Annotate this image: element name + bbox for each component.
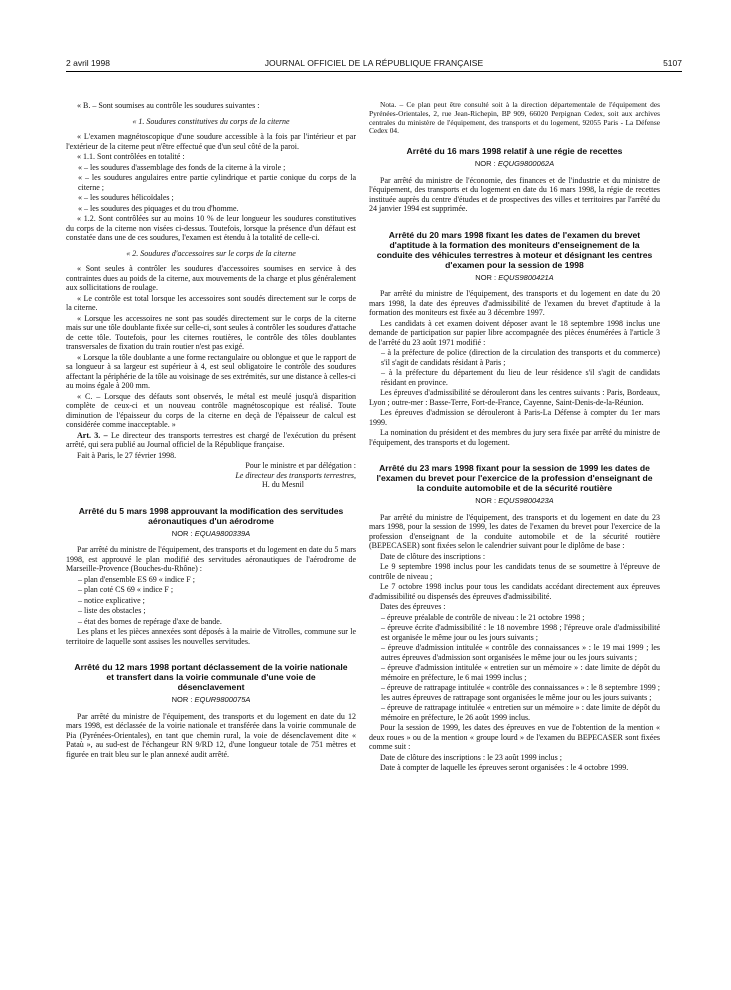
list-item: – liste des obstacles ; bbox=[78, 606, 146, 615]
nor-reference bbox=[369, 496, 660, 506]
paragraph: « B. – Sont soumises au contrôle les soudures suivantes : bbox=[77, 101, 260, 110]
paragraph: La nomination du président et des membres du jury sera fixée par arrêté du ministre de l'équipement, des transports et du logement. bbox=[369, 428, 660, 447]
paragraph: « C. – Lorsque des défauts sont observés, le métal est meulé jusqu'à disparition complète de ceux-ci et un nouveau contrôle magnétoscopique est réalisé. Toute diminution de l'épaisseur du corps de la citerne en deçà de l'épaisseur de calcul est considérée comme inacceptable. » bbox=[66, 391, 356, 429]
list-item: – épreuve écrite d'admissibilité : le 18 novembre 1998 ; l'épreuve orale d'admissibilité est organisée le même jour ou les jours suivants ; bbox=[381, 623, 660, 642]
list-item: – épreuve d'admission intitulée « contrôle des connaissances » : le 19 mai 1999 ; les autres épreuves d'admission sont organisées le même jour ou les jours suivants ; bbox=[381, 643, 660, 662]
nor-code: EQUR9800075A bbox=[194, 695, 251, 704]
article-text: Le directeur des transports terrestres est chargé de l'exécution du présent arrêté, qui sera publié au Journal officiel de la République française. bbox=[66, 430, 356, 449]
list-item: « – les soudures hélicoïdales ; bbox=[78, 193, 174, 202]
list-item: – épreuve préalable de contrôle de niveau : le 21 octobre 1998 ; bbox=[381, 612, 585, 622]
paragraph: Par arrêté du ministre de l'équipement, des transports et du logement en date du 5 mars 1998, est approuvé le plan modifié des servitudes aéronautiques de l'aérodrome de Marseille-Provence (Bouches-du-Rhône) : bbox=[66, 545, 356, 573]
nor-label: NOR : bbox=[171, 528, 195, 538]
paragraph: « 1.2. Sont contrôlées sur au moins 10 % de leur longueur les soudures constitutives du corps de la citerne non visées ci-dessus. Toutefois, lorsque la présence d'un défaut est constatée dans une de ces soudures, l'examen est étendu à la totalité de celle-ci. bbox=[66, 214, 356, 242]
paragraph: « Lorsque la tôle doublante a une forme rectangulaire ou oblongue et que le rapport de sa longueur à sa largeur est supérieur à 4, est seul obligatoire le contrôle des soudures affectant la périphérie de la tôle au voisinage de ses extrémités, sur une distance à celles-ci au moins égale à 200 mm. bbox=[66, 352, 356, 390]
decree-heading: Arrêté du 5 mars 1998 approuvant la modification des servitudes aéronautiques d'un aérodrome bbox=[78, 505, 344, 526]
paragraph: « Le contrôle est total lorsque les accessoires sont soudés directement sur le corps de la citerne. bbox=[66, 293, 356, 312]
nor-reference bbox=[369, 159, 660, 169]
nor-label: NOR : bbox=[475, 496, 499, 506]
article-3 bbox=[66, 431, 356, 450]
header-date: 2 avril 1998 bbox=[66, 58, 110, 68]
page-header bbox=[66, 58, 682, 70]
paragraph: Les plans et les pièces annexées sont déposés à la mairie de Vitrolles, commune sur le territoire de laquelle sont assises les nouvelles servitudes. bbox=[66, 627, 356, 646]
paragraph: Par arrêté du ministre de l'équipement, des transports et du logement en date du 23 mars 1998, pour la session de 1999, les dates de l'examen du brevet pour l'exercice de la profession d'enseignant de la conduite automobile et de la sécurité routière (BEPECASER) sont fixées selon le calendrier suivant pour le diplôme de base : bbox=[369, 512, 660, 551]
list-item: – notice explicative ; bbox=[78, 595, 145, 605]
paragraph: Par arrêté du ministre de l'équipement, des transports et du logement en date du 12 mars 1998, est déclassée de la voirie nationale et transférée dans la voirie communale de Pia (Pyrénées-Orientales), en tant que chemin rural, la voie de désenclavement dite « Pataù », au sud-est de l'échangeur RN 9/RD 12, d'une longueur totale de 751 mètres et figurée en trait bleu sur le plan annexé audit arrêté. bbox=[66, 711, 356, 759]
list-item: – épreuve d'admission intitulée « entretien sur un mémoire » : date limite de dépôt du mémoire en préfecture, le 6 mai 1999 inclus ; bbox=[381, 663, 660, 682]
list-item: « – les soudures d'assemblage des fonds de la citerne à la virole ; bbox=[78, 162, 286, 172]
decree-heading: Arrêté du 20 mars 1998 fixant les dates de l'examen du brevet d'aptitude à la formation des moniteurs d'enseignement de la conduite des véhicules terrestres à moteur et désignant les centres d'examen pour la session de 1998 bbox=[376, 229, 653, 270]
list-item: – état des bornes de repérage d'axe de bande. bbox=[78, 616, 222, 626]
header-rule bbox=[66, 71, 682, 72]
list-item: « – les soudures angulaires entre partie cylindrique et partie conique du corps de la citerne ; bbox=[78, 173, 356, 192]
paragraph: « 1.1. Sont contrôlées en totalité : bbox=[77, 152, 185, 161]
nor-reference bbox=[66, 529, 356, 539]
paragraph: Par arrêté du ministre de l'équipement, des transports et du logement en date du 20 mars 1998, la date des épreuves d'admissibilité de l'examen du brevet d'aptitude à la formation des moniteurs est fixée au 3 décembre 1997. bbox=[369, 289, 660, 318]
nota: Nota. – Ce plan peut être consulté soit à la direction départementale de l'équipement des Pyrénées-Orientales, 2, rue Jean-Richepin, BP 909, 66020 Perpignan Cedex, soit aux archives centrales du ministère de l'équipement, des transports et du logement, 92055 Paris - La Défense Cedex 04. bbox=[369, 100, 660, 136]
paragraph: Le 7 octobre 1998 inclus pour tous les candidats accédant directement aux épreuves d'admissibilité ou dispensés des épreuves d'admissibilité. bbox=[369, 582, 660, 601]
signature-name: H. du Mesnil bbox=[262, 480, 304, 489]
paragraph: « Lorsque les accessoires ne sont pas soudés directement sur le corps de la citerne mais sur une tôle doublante fixée sur celle-ci, sont seules à contrôler les soudures d'attache de cette tôle. Toutefois, pour les citernes routières, le contrôle des tôles doublantes transversales de fixation du train routier n'est pas exigé. bbox=[66, 313, 357, 351]
paragraph: Les épreuves d'admissibilité se dérouleront dans les centres suivants : Paris, Bordeaux, Lyon ; outre-mer : Basse-Terre, Fort-de-France, Cayenne, Saint-Denis-de-la-Réunion. bbox=[369, 388, 660, 407]
nor-code: EQUS9800421A bbox=[498, 272, 554, 282]
paragraph: Pour la session de 1999, les dates des épreuves en vue de l'obtention de la mention « deux roues » ou de la mention « groupe lourd » de l'examen du BEPECASER sont fixées comme suit : bbox=[369, 723, 660, 752]
list-item: – à la préfecture de police (direction de la circulation des transports et du commerce) s'il s'agit de candidats résidant à Paris ; bbox=[381, 348, 660, 367]
paragraph: Le 9 septembre 1998 inclus pour les candidats tenus de se soumettre à l'épreuve de contrôle de niveau ; bbox=[369, 562, 660, 581]
nor-label: NOR : bbox=[474, 159, 498, 169]
paragraph: « Sont seules à contrôler les soudures d'accessoires soumises en service à des contraintes dues au poids de la citerne, aux mouvements de la charge et plus généralement aux sollicitations de roulage. bbox=[66, 264, 356, 292]
paragraph: « L'examen magnétoscopique d'une soudure accessible à la fois par l'intérieur et par l'extérieur de la citerne peut n'être effectué que d'un seul côté de la paroi. bbox=[66, 132, 356, 151]
signature-line: Pour le ministre et par délégation : bbox=[245, 461, 356, 470]
list-item: – plan d'ensemble ES 69 « indice F ; bbox=[78, 574, 195, 584]
nor-label: NOR : bbox=[171, 695, 195, 704]
list-item: « – les soudures des piquages et du trou d'homme. bbox=[78, 203, 239, 213]
nor-code: EQUG9800062A bbox=[497, 159, 555, 169]
right-column bbox=[369, 101, 660, 774]
paragraph: Dates des épreuves : bbox=[380, 602, 446, 612]
nor-reference bbox=[369, 273, 660, 283]
nor-reference bbox=[66, 695, 356, 705]
article-label: Art. 3. – bbox=[77, 430, 108, 440]
subheading: « 1. Soudures constitutives du corps de la citerne bbox=[132, 116, 290, 126]
subheading: « 2. Soudures d'accessoires sur le corps de la citerne bbox=[126, 248, 296, 258]
list-item: – épreuve de rattrapage intitulée « entretien sur un mémoire » : date limite de dépôt du mémoire en préfecture, le 26 août 1999 inclus. bbox=[381, 703, 660, 722]
signature-title: Le directeur des transports terrestres, bbox=[235, 470, 356, 480]
header-journal-title: JOURNAL OFFICIEL DE LA RÉPUBLIQUE FRANÇAISE bbox=[264, 58, 484, 68]
nor-code: EQUA9800339A bbox=[194, 528, 251, 538]
list-item: – épreuve de rattrapage intitulée « contrôle des connaissances » : le 8 septembre 1999 ; les autres épreuves de rattrapage sont organisées le même jour ou les jours suivants ; bbox=[381, 683, 660, 702]
paragraph: Les épreuves d'admission se dérouleront à Paris-La Défense à compter du 1er mars 1999. bbox=[369, 408, 660, 427]
header-page-number: 5107 bbox=[663, 58, 682, 68]
nor-code: EQUS9800423A bbox=[498, 496, 554, 506]
paragraph: Date à compter de laquelle les épreuves seront organisées : le 4 octobre 1999. bbox=[380, 763, 629, 773]
decree-heading: Arrêté du 16 mars 1998 relatif à une régie de recettes bbox=[406, 146, 623, 157]
paragraph: Fait à Paris, le 27 février 1998. bbox=[77, 450, 177, 460]
paragraph: Date de clôture des inscriptions : bbox=[380, 551, 486, 561]
paragraph: Date de clôture des inscriptions : le 23 août 1999 inclus ; bbox=[380, 752, 562, 762]
left-column bbox=[66, 101, 356, 760]
decree-heading: Arrêté du 12 mars 1998 portant déclassement de la voirie nationale et transfert dans la voirie communale d'une voie de désenclavement bbox=[74, 662, 348, 692]
decree-heading: Arrêté du 23 mars 1998 fixant pour la session de 1999 les dates de l'examen du brevet pour l'exercice de la profession d'enseignant de la conduite automobile et de la sécurité routière bbox=[376, 463, 653, 494]
list-item: – plan coté CS 69 « indice F ; bbox=[78, 585, 174, 594]
nor-label: NOR : bbox=[475, 272, 499, 282]
paragraph: Par arrêté du ministre de l'économie, des finances et de l'industrie et du ministre de l'équipement, des transports et du logement en date du 16 mars 1998, la régie de recettes instituée auprès du centre d'études et de prospectives des villes et territoires par l'arrêté du 24 janvier 1994 est supprimée. bbox=[369, 175, 660, 214]
list-item: – à la préfecture du département du lieu de leur résidence s'il s'agit de candidats résidant en province. bbox=[381, 368, 660, 387]
paragraph: Les candidats à cet examen doivent déposer avant le 18 septembre 1998 inclus une demande de participation sur papier libre accompagnée des pièces énumérées à l'article 3 de l'arrêté du 23 août 1971 modifié : bbox=[369, 318, 660, 347]
